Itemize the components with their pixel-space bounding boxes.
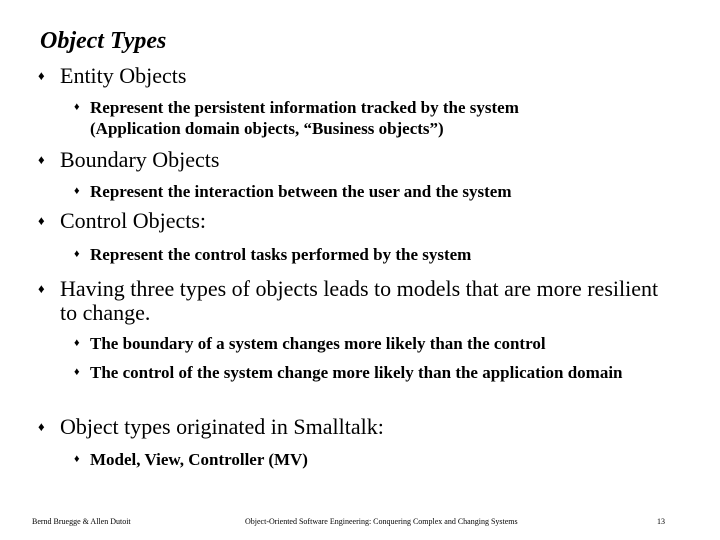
bullet-control-objects	[38, 208, 660, 233]
sub-bullet-smalltalk-1	[74, 449, 650, 470]
sub-bullet-text: Represent the control tasks performed by the system	[90, 245, 472, 264]
diamond-bullet-icon: ♦	[38, 281, 45, 296]
slide-title: Object Types	[40, 28, 167, 54]
sub-bullet-text: The boundary of a system changes more likely than the control	[90, 334, 546, 353]
sub-bullet-text: Represent the persistent information tracked by the system (Application domain objects, “Business objects”)	[90, 98, 519, 138]
bullet-smalltalk	[38, 414, 660, 439]
footer-authors: Bernd Bruegge & Allen Dutoit	[32, 517, 131, 526]
small-diamond-bullet-icon: ♦	[74, 185, 80, 197]
small-diamond-bullet-icon: ♦	[74, 101, 80, 113]
footer-book-title: Object-Oriented Software Engineering: Conquering Complex and Changing Systems	[245, 517, 518, 526]
diamond-bullet-icon: ♦	[38, 152, 45, 167]
small-diamond-bullet-icon: ♦	[74, 337, 80, 349]
footer-page-number: 13	[657, 517, 665, 526]
bullet-text: Control Objects:	[60, 208, 207, 233]
sub-bullet-boundary-1	[74, 181, 650, 202]
bullet-three-types	[38, 276, 660, 325]
diamond-bullet-icon: ♦	[38, 419, 45, 434]
bullet-text: Entity Objects	[60, 63, 187, 88]
sub-bullet-text: Model, View, Controller (MV)	[90, 450, 308, 469]
diamond-bullet-icon: ♦	[38, 68, 45, 83]
sub-bullet-entity-1	[74, 97, 610, 139]
sub-bullet-text: Represent the interaction between the user and the system	[90, 182, 512, 201]
small-diamond-bullet-icon: ♦	[74, 248, 80, 260]
bullet-text: Object types originated in Smalltalk:	[60, 414, 384, 439]
bullet-text: Boundary Objects	[60, 147, 220, 172]
diamond-bullet-icon: ♦	[38, 213, 45, 228]
small-diamond-bullet-icon: ♦	[74, 366, 80, 378]
sub-bullet-three-types-1	[74, 333, 670, 354]
bullet-text: Having three types of objects leads to models that are more resilient to change.	[60, 276, 659, 325]
small-diamond-bullet-icon: ♦	[74, 453, 80, 465]
bullet-boundary-objects	[38, 147, 660, 172]
sub-bullet-text: The control of the system change more likely than the application domain	[90, 363, 623, 382]
sub-bullet-three-types-2	[74, 362, 660, 383]
sub-bullet-control-1	[74, 244, 650, 265]
bullet-entity-objects	[38, 63, 660, 88]
